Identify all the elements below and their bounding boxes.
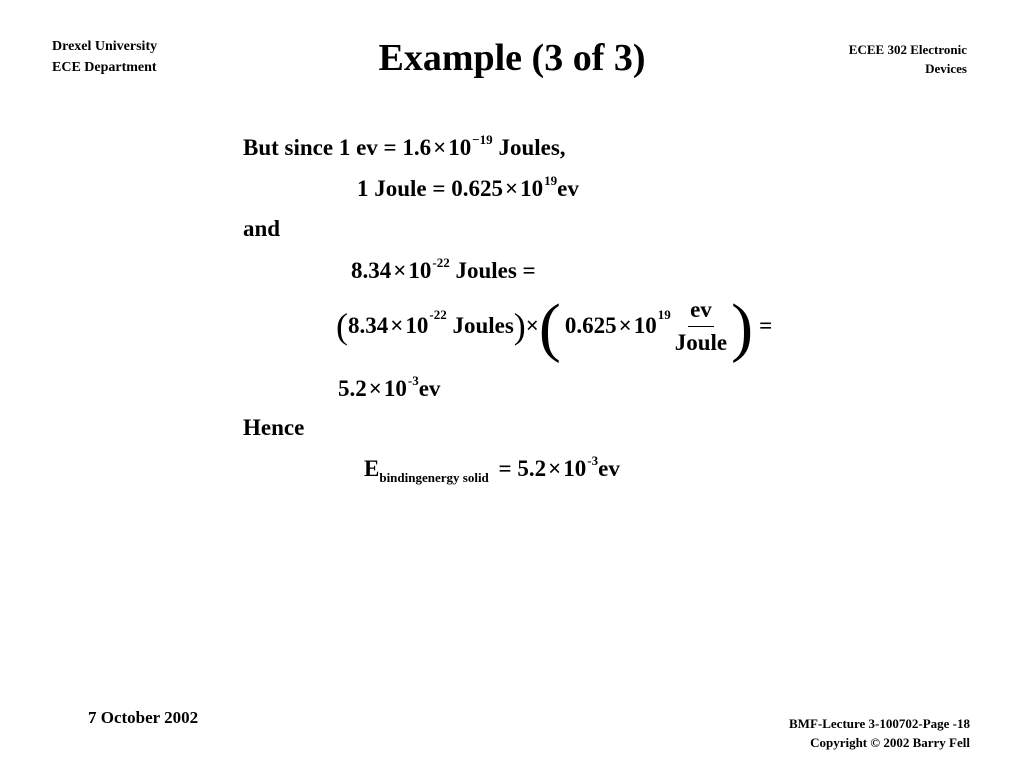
course-name-line2: Devices: [925, 61, 967, 76]
slide-title: Example (3 of 3): [378, 37, 646, 79]
footer-date: 7 October 2002: [88, 708, 199, 727]
equation-line-2: 1 Joule = $0.625\times 10^{19}ev$: [357, 173, 579, 201]
word-and: and: [243, 216, 281, 241]
department-name: ECE Department: [52, 60, 157, 75]
equation-line-1: But since 1 ev = $1.6\times 10^{-19}$ Joules,: [243, 132, 566, 160]
equation-line-5: $5.2\times 10^{-3}ev$: [338, 373, 441, 401]
equation-line-6: $E_{bindingenergy solid} = 5.2\times 10^{-3}ev$: [364, 453, 620, 485]
header-course: [849, 40, 967, 78]
university-name: Drexel University: [52, 39, 158, 54]
word-hence: Hence: [243, 415, 305, 440]
course-name-line1: ECEE 302 Electronic: [848, 42, 967, 57]
fraction-denominator: Joule: [674, 329, 728, 355]
footer-page-info: [789, 714, 970, 752]
copyright-notice: Copyright © 2002 Barry Fell: [810, 735, 970, 750]
unit-fraction: [675, 297, 727, 356]
fraction-numerator: ev: [688, 297, 714, 327]
equation-line-4: ( 8.34 × 10 -22 Joules ) × ( 0.625 × 10 19 $\frac{ev}{\text{Joule}}$ ) =: [336, 291, 773, 364]
equation-line-3: $8.34\times 10^{-22}$ Joules =: [351, 255, 536, 283]
page-identifier: BMF-Lecture 3-100702-Page -18: [789, 716, 970, 731]
